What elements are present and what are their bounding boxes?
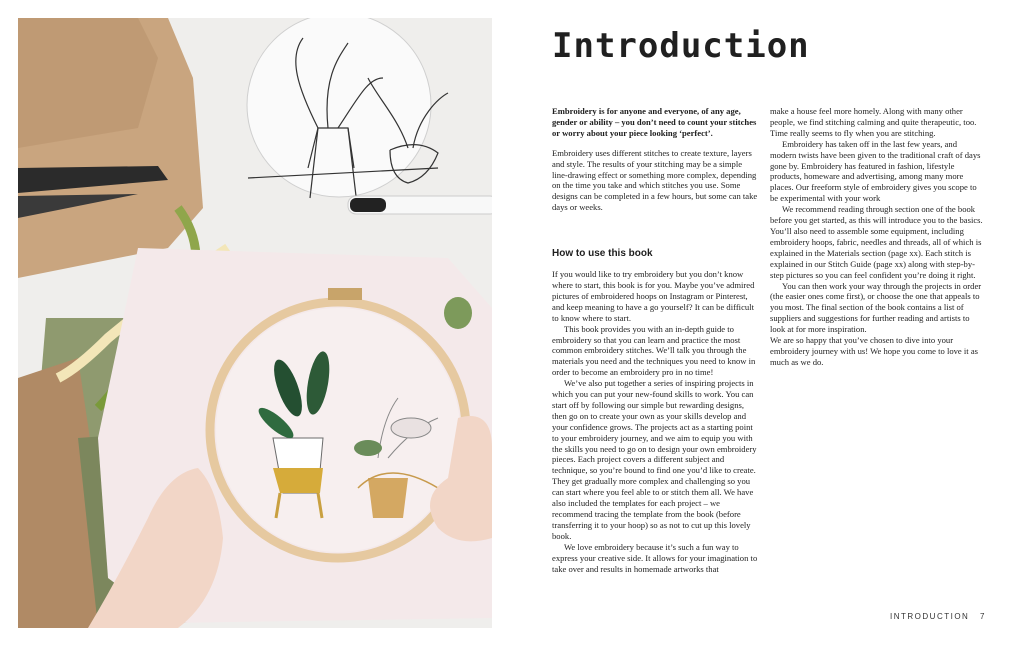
running-footer: INTRODUCTION <box>890 612 970 621</box>
body-paragraph: If you would like to try embroidery but you don’t know where to start, this book is for you. Maybe you’ve admired pictures of embroidered hoops on Instagram or Pinterest, and keep meaning to have a go yourself? It can be difficult to know where to start. <box>552 269 755 323</box>
body-paragraph: We’ve also put together a series of inspiring projects in which you can put your new-found skills to work. You can start off by following our simple but rewarding designs, then go on to create your own as your skills develop and your confidence grows. The projects act as a starting point to your embroidery journey, and we aim to equip you with the skills you need to go on to design your own embroidery pieces. Each project covers a different subject and technique, so you’re bound to find one you’d like to create. They get gradually more complex and challenging so you can start where you feel able to or stitch them all. We have also included the templates for each project – we recommend tracing the template from the book (before transferring it to your hoop) so as not to cut up this lovely book. <box>552 378 757 541</box>
body-paragraph: You can then work your way through the projects in order (the easier ones come first), or choose the one that appeals to you most. The final section of the book contains a list of suppliers and suggestions for further reading and artists to look at for more inspiration. <box>770 280 982 335</box>
body-paragraph: This book provides you with an in-depth guide to embroidery so that you can learn and practice the most common embroidery stitches. We’ll talk you through the materials you need and the techniques you need to know in order to become an embroidery pro in no time! <box>552 323 756 378</box>
left-text-column <box>552 106 758 574</box>
body-paragraph: make a house feel more homely. Along with many other people, we find stitching calming and quite therapeutic, too. Time really seems to fly when you are stitching. <box>770 106 977 138</box>
body-paragraph: Embroidery has taken off in the last few years, and modern twists have been given to the traditional craft of days gone by. Embroidery has featured in fashion, lifestyle products, homeware and advertising, among many more places. Our freeform style of embroidery gives you scope to be experimental with your work <box>770 138 981 204</box>
body-paragraph: We recommend reading through section one of the book before you get started, as this will introduce you to the basics. You’ll also need to assemble some equipment, including embroidery hoops, fabric, needles and threads, all of which is explained in the Materials section (page xx). Each stitch is explained in our Stitch Guide (page xx) along with step-by-step pictures so you can feel confident you’re doing it right. <box>770 204 983 280</box>
intro-paragraph: Embroidery uses different stitches to create texture, layers and style. The results of your stitching may be a simple line-drawing effect or something more complex, depending on the time you take and which stitches you use. Some designs can be completed in a few hours, but some can take days or weeks. <box>552 147 758 213</box>
section-heading: How to use this book <box>552 248 653 260</box>
embroidery-photo <box>18 18 492 628</box>
lede-paragraph: Embroidery is for anyone and everyone, of any age, gender or ability – you don’t need to count your stitches or worry about your piece looking ‘perfect’. <box>552 106 757 138</box>
embroidery-photo-illustration <box>18 18 492 628</box>
page-title: Introduction <box>552 26 810 66</box>
body-paragraph: We love embroidery because it’s such a fun way to express your creative side. It allows for your imagination to take over and results in homemade artworks that <box>552 541 758 574</box>
page-number: 7 <box>980 612 985 621</box>
right-text-column <box>770 106 984 368</box>
body-paragraph: We are so happy that you’ve chosen to dive into your embroidery journey with us! We hope you come to love it as much as we do. <box>770 335 978 367</box>
